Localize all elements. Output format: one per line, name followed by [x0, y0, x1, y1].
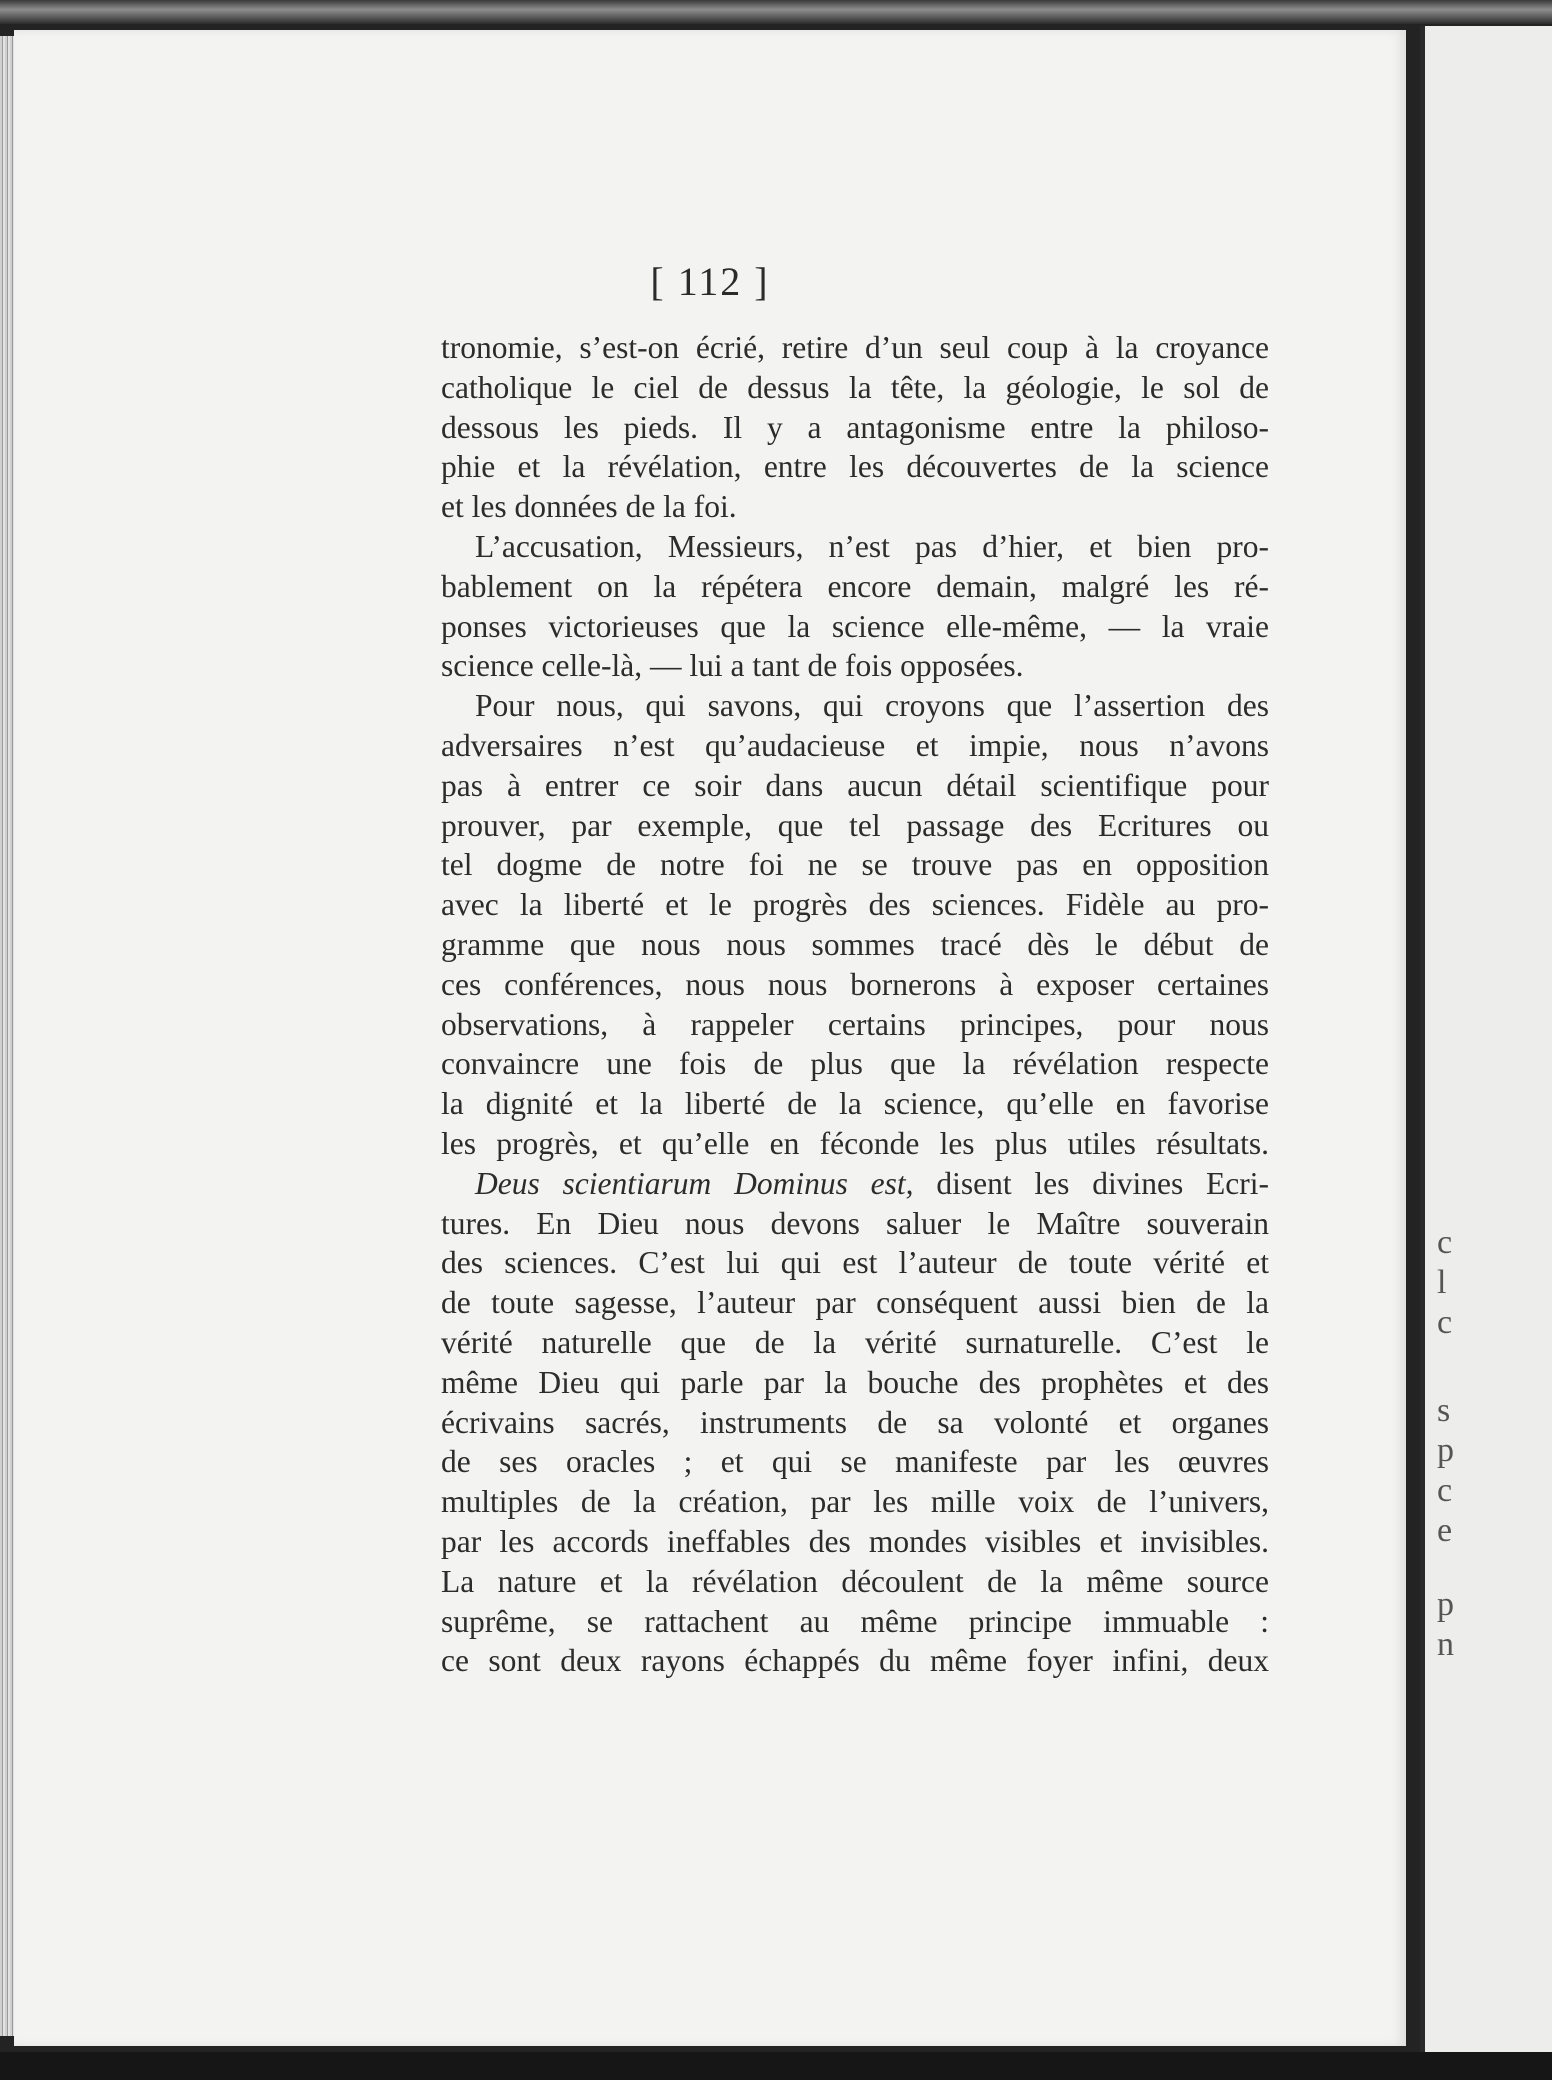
- text-line: avec la liberté et le progrès des sciences. Fidèle au pro-: [441, 887, 1269, 923]
- text-line: des sciences. C’est lui qui est l’auteur de toute vérité et: [441, 1245, 1269, 1281]
- text-line: suprême, se rattachent au même principe immuable :: [441, 1603, 1269, 1639]
- text-line: de ses oracles ; et qui se manifeste par les œuvres: [441, 1444, 1269, 1480]
- paragraph: [441, 686, 1269, 1164]
- text-line: même Dieu qui parle par la bouche des prophètes et des: [441, 1364, 1269, 1400]
- scanner-edge-top: [0, 0, 1552, 24]
- facing-page-fragment: n: [1437, 1626, 1454, 1663]
- facing-page-fragment: c: [1437, 1304, 1453, 1341]
- paragraph: [441, 527, 1269, 686]
- text-line: L’accusation, Messieurs, n’est pas d’hier, et bien pro-: [475, 528, 1269, 564]
- text-line: par les accords ineffables des mondes visibles et invisibles.: [441, 1523, 1269, 1559]
- text-line: bablement on la répétera encore demain, malgré les ré-: [441, 568, 1269, 604]
- text-line: gramme que nous nous sommes tracé dès le début de: [441, 926, 1269, 962]
- text-line: vérité naturelle que de la vérité surnaturelle. C’est le: [441, 1324, 1269, 1360]
- facing-page-fragment: p: [1437, 1432, 1454, 1469]
- text-line: tronomie, s’est-on écrié, retire d’un seul coup à la croyance: [441, 330, 1269, 365]
- text-line: la dignité et la liberté de la science, qu’elle en favorise: [441, 1086, 1269, 1122]
- text-line: science celle-là, — lui a tant de fois opposées.: [441, 648, 1024, 684]
- text-line: convaincre une fois de plus que la révélation respecte: [441, 1046, 1269, 1082]
- text-line: les progrès, et qu’elle en féconde les plus utiles résultats.: [441, 1125, 1269, 1161]
- text-line: [441, 1164, 1269, 1204]
- paragraph: [441, 328, 1269, 527]
- text-line: ce sont deux rayons échappés du même foyer infini, deux: [441, 1643, 1269, 1679]
- facing-page-edge: [1420, 26, 1552, 2056]
- latin-quote: Deus scientiarum Dominus est,: [475, 1165, 914, 1201]
- text-fragment: disent les divines Ecri-: [913, 1165, 1269, 1201]
- facing-page-fragment: p: [1437, 1586, 1454, 1623]
- body-text: [441, 328, 1269, 1681]
- text-line: écrivains sacrés, instruments de sa volonté et organes: [441, 1404, 1269, 1440]
- scanner-edge-bottom: [0, 2052, 1552, 2080]
- text-line: observations, à rappeler certains principes, pour nous: [441, 1006, 1269, 1042]
- text-line: et les données de la foi.: [441, 489, 737, 525]
- facing-page-fragment: l: [1437, 1264, 1447, 1301]
- text-line: Pour nous, qui savons, qui croyons que l’assertion des: [475, 688, 1269, 724]
- paragraph: [441, 1164, 1269, 1681]
- text-line: prouver, par exemple, que tel passage des Ecritures ou: [441, 807, 1269, 843]
- facing-page-fragment: c: [1437, 1224, 1453, 1261]
- text-line: multiples de la création, par les mille voix de l’univers,: [441, 1484, 1269, 1520]
- text-line: dessous les pieds. Il y a antagonisme entre la philoso-: [441, 409, 1269, 445]
- text-line: phie et la révélation, entre les découvertes de la science: [441, 449, 1269, 485]
- text-line: tel dogme de notre foi ne se trouve pas en opposition: [441, 847, 1269, 883]
- facing-page-fragment: e: [1437, 1512, 1453, 1549]
- text-line: catholique le ciel de dessus la tête, la géologie, le sol de: [441, 369, 1269, 405]
- text-line: pas à entrer ce soir dans aucun détail scientifique pour: [441, 767, 1269, 803]
- text-line: adversaires n’est qu’audacieuse et impie, nous n’avons: [441, 727, 1269, 763]
- text-line: tures. En Dieu nous devons saluer le Maître souverain: [441, 1205, 1269, 1241]
- facing-page-fragment: c: [1437, 1472, 1453, 1509]
- text-line: ponses victorieuses que la science elle-même, — la vraie: [441, 608, 1269, 644]
- facing-page-fragment: s: [1437, 1392, 1451, 1429]
- text-line: ces conférences, nous nous bornerons à exposer certaines: [441, 966, 1269, 1002]
- page-number: [ 112 ]: [650, 259, 770, 304]
- text-line: La nature et la révélation découlent de la même source: [441, 1563, 1269, 1599]
- text-line: de toute sagesse, l’auteur par conséquent aussi bien de la: [441, 1285, 1269, 1321]
- book-page: [14, 30, 1406, 2046]
